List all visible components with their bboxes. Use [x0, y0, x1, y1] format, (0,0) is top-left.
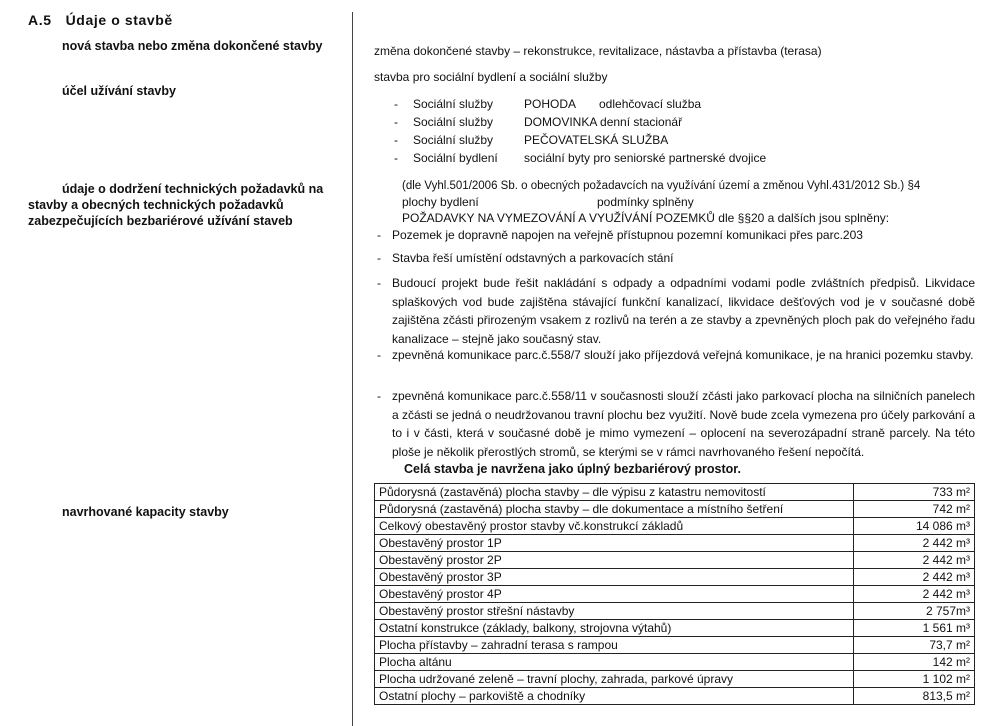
row-value: 1 102 m² [854, 671, 975, 688]
service-type: Sociální služby [413, 115, 494, 129]
service-type: Sociální služby [413, 133, 494, 147]
service-desc: odlehčovací služba [599, 97, 702, 111]
bullet-text: zpevněná komunikace parc.č.558/11 v současnosti slouží zčásti jako parkovací plocha na silničních panelech a zčásti se jedná o neudržovanou travní plochu bez využití. Nově bude zcela vymezena pro účely parkování a to i v části, která v současné době je mimo vymezení – oplocení na severozápadní straně parcely. Na této ploše je několik přerostlých stromů, se kterými se v rámci navrhovaného řešení nepočítá. [392, 389, 976, 459]
table-row [375, 603, 975, 620]
row-value: 813,5 m² [854, 688, 975, 705]
row-value: 73,7 m² [854, 637, 975, 654]
table-row [375, 552, 975, 569]
change-text: změna dokončené stavby – rekonstrukce, revitalizace, nástavba a přístavba (terasa) [374, 44, 822, 58]
requirement-bullet [377, 274, 975, 348]
row-value: 2 442 m³ [854, 535, 975, 552]
row-value: 2 442 m³ [854, 569, 975, 586]
row-label: Plocha přístavby – zahradní terasa s rampou [375, 637, 854, 654]
service-type: Sociální služby [413, 97, 494, 111]
regulation-plochy: plochy bydlení [402, 195, 479, 209]
row-value: 2 757m³ [854, 603, 975, 620]
service-dash: - [394, 133, 398, 147]
table-row [375, 654, 975, 671]
table-row [375, 637, 975, 654]
row-label: Obestavěný prostor 1P [375, 535, 854, 552]
column-divider [352, 12, 353, 726]
table-row [375, 518, 975, 535]
bullet-dash: - [377, 276, 381, 290]
requirement-bullet [377, 226, 975, 245]
row-value: 2 442 m³ [854, 552, 975, 569]
service-type: Sociální bydlení [413, 151, 498, 165]
row-value: 142 m² [854, 654, 975, 671]
row-label: Obestavěný prostor 2P [375, 552, 854, 569]
label-new-or-change: nová stavba nebo změna dokončené stavby [62, 39, 323, 53]
row-label: Plocha altánu [375, 654, 854, 671]
table-row [375, 569, 975, 586]
requirements-heading: POŽADAVKY NA VYMEZOVÁNÍ A VYUŽÍVÁNÍ POZEMKŮ dle §§20 a dalších jsou splněny: [402, 211, 890, 225]
row-label: Obestavěný prostor střešní nástavby [375, 603, 854, 620]
section-number: A.5 [28, 12, 52, 28]
barrier-free-note: Celá stavba je navržena jako úplný bezbariérový prostor. [404, 462, 741, 476]
table-row [375, 535, 975, 552]
row-label: Obestavěný prostor 4P [375, 586, 854, 603]
service-name: PEČOVATELSKÁ SLUŽBA [524, 133, 669, 147]
row-label: Půdorysná (zastavěná) plocha stavby – dle výpisu z katastru nemovitostí [375, 484, 854, 501]
regulation-podminky: podmínky splněny [597, 195, 694, 209]
service-dash: - [394, 97, 398, 111]
capacity-table [374, 483, 975, 705]
service-name: DOMOVINKA denní stacionář [524, 115, 683, 129]
service-name: POHODA [524, 97, 577, 111]
row-label: Ostatní konstrukce (základy, balkony, strojovna výtahů) [375, 620, 854, 637]
bullet-dash: - [377, 251, 381, 265]
label-capacities: navrhované kapacity stavby [62, 505, 229, 519]
requirement-bullet [377, 249, 975, 268]
bullet-dash: - [377, 389, 381, 403]
table-row [375, 484, 975, 501]
section-title: Údaje o stavbě [65, 12, 173, 28]
row-value: 1 561 m³ [854, 620, 975, 637]
row-label: Ostatní plochy – parkoviště a chodníky [375, 688, 854, 705]
bullet-dash: - [377, 228, 381, 242]
row-value: 742 m² [854, 501, 975, 518]
requirement-bullet [377, 387, 975, 461]
table-row [375, 620, 975, 637]
label-purpose: účel užívání stavby [62, 84, 176, 98]
row-label: Plocha udržované zeleně – travní plochy, zahrada, parkové úpravy [375, 671, 854, 688]
row-label: Půdorysná (zastavěná) plocha stavby – dle dokumentace a místního šetření [375, 501, 854, 518]
row-value: 733 m² [854, 484, 975, 501]
row-label: Obestavěný prostor 3P [375, 569, 854, 586]
service-name: sociální byty pro seniorské partnerské dvojice [524, 151, 767, 165]
label-requirements: údaje o dodržení technických požadavků na stavby a obecných technických požadavků zabezpečujících bezbariérové užívání staveb [28, 182, 324, 228]
requirement-bullet [377, 346, 975, 365]
section-heading [28, 12, 173, 28]
row-value: 14 086 m³ [854, 518, 975, 535]
service-dash: - [394, 115, 398, 129]
table-row [375, 671, 975, 688]
purpose-text: stavba pro sociální bydlení a sociální služby [374, 70, 608, 84]
row-value: 2 442 m³ [854, 586, 975, 603]
service-dash: - [394, 151, 398, 165]
table-row [375, 688, 975, 705]
table-row [375, 501, 975, 518]
bullet-text: zpevněná komunikace parc.č.558/7 slouží jako příjezdová veřejná komunikace, je na hranici pozemku stavby. [392, 348, 974, 362]
bullet-dash: - [377, 348, 381, 362]
table-row [375, 586, 975, 603]
regulation-line1: (dle Vyhl.501/2006 Sb. o obecných požadavcích na využívání území a změnou Vyhl.431/2012 Sb.) §4 [402, 180, 921, 192]
bullet-text: Stavba řeší umístění odstavných a parkovacích stání [392, 251, 674, 265]
row-label: Celkový obestavěný prostor stavby vč.konstrukcí základů [375, 518, 854, 535]
bullet-text: Budoucí projekt bude řešit nakládání s odpady a odpadními vodami podle zvláštních předpisů. Likvidace splaškových vod bude zajištěna stávající funkční kanalizací, likvidace dešťových vod je v současné době zajištěna zčásti přirozeným vsakem z rozlivů na terén a ze stavby a zpevněných ploch pak do veřejného řadu kanalizace – stejně jako současný stav. [392, 276, 975, 346]
bullet-text: Pozemek je dopravně napojen na veřejně přístupnou pozemní komunikaci přes parc.203 [392, 228, 863, 242]
